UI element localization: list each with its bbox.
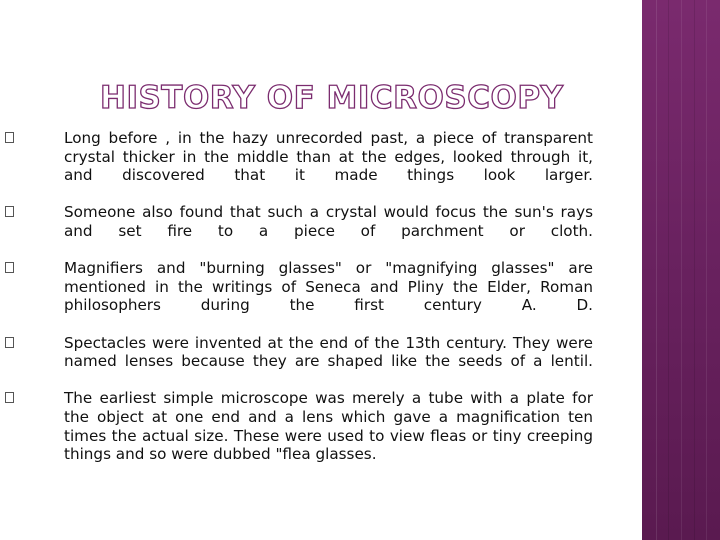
bullet-text: The earliest simple microscope was merely a tube with a plate for the object at one end and a lens which gave a magnification ten times the actual size. These were used to view fleas or tiny creeping things and so were dubbed "flea glasses. [64,389,593,464]
sidebar-stripe [694,0,695,540]
square-bullet-icon [5,262,14,273]
bullet-text: Someone also found that such a crystal would focus the sun's rays and set fire to a piece of parchment or cloth. [64,203,593,240]
square-bullet-icon [5,337,14,348]
square-bullet-icon [5,392,14,403]
bullet-item [64,203,593,259]
square-bullet-icon [5,206,14,217]
sidebar-stripe [681,0,682,540]
bullet-item [64,129,593,203]
bullet-item [64,334,593,390]
bullet-item [64,259,593,333]
bullet-list [64,129,593,464]
sidebar-stripe [668,0,669,540]
decorative-sidebar [642,0,720,540]
bullet-item [64,389,593,463]
bullet-text: Long before , in the hazy unrecorded past, a piece of transparent crystal thicker in the middle than at the edges, looked through it, and discovered that it made things look larger. [64,129,593,185]
bullet-text: Magnifiers and "burning glasses" or "magnifying glasses" are mentioned in the writings of Seneca and Pliny the Elder, Roman philosophers during the first century A. D. [64,259,593,315]
sidebar-stripe [656,0,657,540]
bullet-text: Spectacles were invented at the end of the 13th century. They were named lenses because they are shaped like the seeds of a lentil. [64,333,593,371]
sidebar-stripe [706,0,707,540]
slide-title: HISTORY OF MICROSCOPY [100,80,564,116]
square-bullet-icon [5,132,14,143]
